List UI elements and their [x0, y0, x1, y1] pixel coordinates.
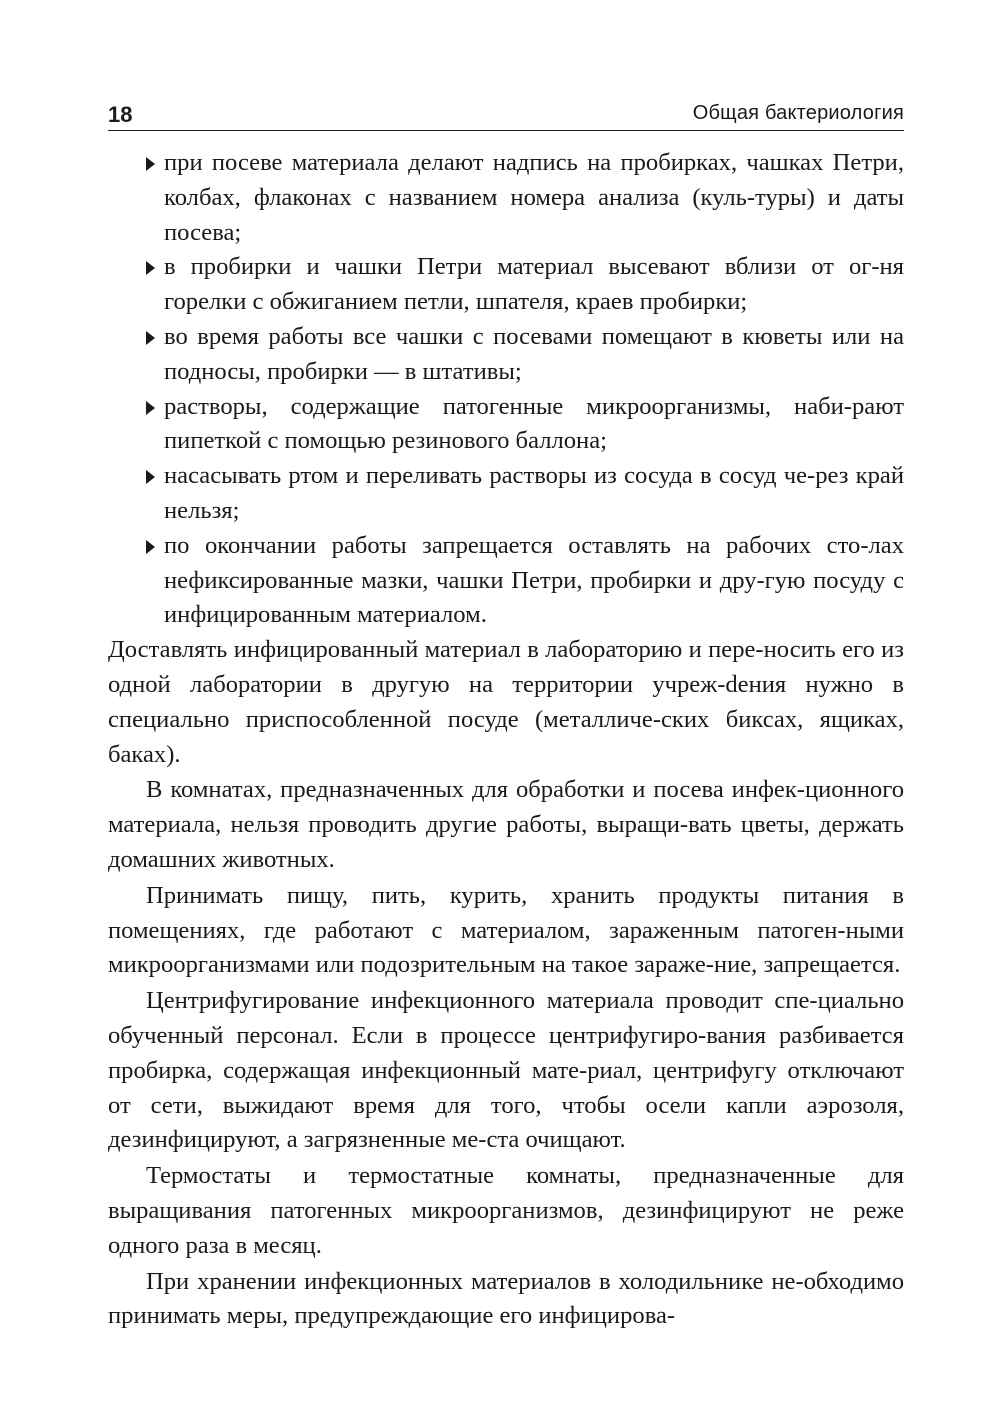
list-item — [108, 390, 904, 460]
page-body — [108, 146, 904, 1334]
list-item — [108, 459, 904, 529]
list-item-text: растворы, содержащие патогенные микроорганизмы, наби-рают пипеткой с помощью резинового баллона; — [164, 392, 904, 455]
list-item — [108, 529, 904, 633]
triangle-bullet-icon — [146, 470, 155, 484]
running-title: Общая бактериология — [692, 102, 904, 124]
list-item-text: по окончании работы запрещается оставлять на рабочих сто-лах нефиксированные мазки, чашки Петри, пробирки и дру-гую посуду с инфицированным материалом. — [164, 531, 904, 629]
triangle-bullet-icon — [146, 157, 155, 171]
triangle-bullet-icon — [146, 401, 155, 415]
list-item — [108, 146, 904, 250]
list-item-text: во время работы все чашки с посевами помещают в кюветы или на подносы, пробирки — в штативы; — [164, 322, 904, 385]
list-item — [108, 250, 904, 320]
rules-list — [108, 146, 904, 633]
list-item — [108, 320, 904, 390]
paragraph: При хранении инфекционных материалов в холодильнике не-обходимо принимать меры, предупреждающие его инфицирова- — [108, 1267, 904, 1330]
paragraph: Термостаты и термостатные комнаты, предназначенные для выращивания патогенных микроорганизмов, дезинфицируют не реже одного раза в месяц. — [108, 1162, 904, 1259]
triangle-bullet-icon — [146, 331, 155, 345]
triangle-bullet-icon — [146, 261, 155, 275]
triangle-bullet-icon — [146, 540, 155, 554]
paragraph: Принимать пищу, пить, курить, хранить продукты питания в помещениях, где работают с материалом, зараженным патоген-ными микроорганизмами или подозрительным на такое зараже-ние, запрещается. — [108, 881, 904, 979]
paragraph: Центрифугирование инфекционного материала проводит спе-циально обученный персонал. Если в процессе центрифугиро-вания разбивается пробирка, содержащая инфекционный мате-риал, центрифугу отключают от сети, выжидают время для того, чтобы осели капли аэрозоля, дезинфицируют, а загрязненные ме-ста очищают. — [108, 987, 904, 1154]
page-header — [108, 100, 904, 131]
paragraph: В комнатах, предназначенных для обработки и посева инфек-ционного материала, нельзя проводить другие работы, выращи-вать цветы, держать домашних животных. — [108, 776, 904, 873]
page-number: 18 — [108, 102, 133, 127]
list-item-text: насасывать ртом и переливать растворы из сосуда в сосуд че-рез край нельзя; — [164, 462, 904, 524]
list-item-text: в пробирки и чашки Петри материал высевают вблизи от ог-ня горелки с обжиганием петли, шпателя, краев пробирки; — [164, 253, 904, 316]
paragraph: Доставлять инфицированный материал в лабораторию и пере-носить его из одной лаборатории в другую на территории учреж-dения нужно в специально приспособленной посуде (металличе-ских биксах, ящиках, баках). — [108, 636, 904, 768]
list-item-text: при посеве материала делают надпись на пробирках, чашках Петри, колбах, флаконах с названием номера анализа (куль-туры) и даты посева; — [164, 149, 904, 246]
